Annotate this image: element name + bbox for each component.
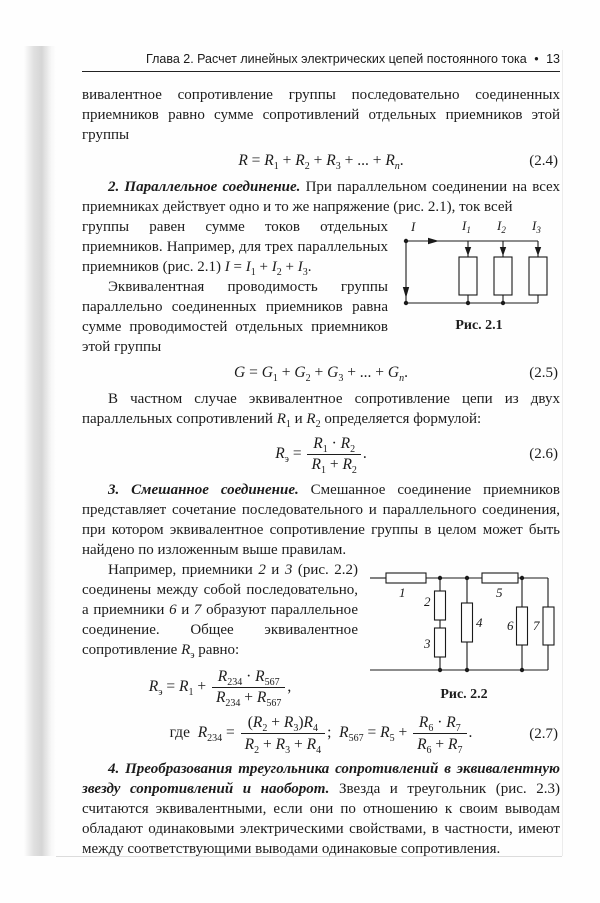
formula-2-6: [82, 435, 560, 477]
header-bullet: •: [534, 52, 539, 66]
paragraph-two-parallel: В частном случае эквивалентное сопротивление цепи из двух параллельных сопротивлений $R_1$ и $R_2$ определяется формулой:: [82, 391, 560, 430]
header-page-number: 13: [546, 52, 560, 66]
formula-2-5-tag: (2.5): [529, 365, 558, 381]
parallel-circuit-diagram: [398, 217, 560, 309]
running-header: [82, 52, 560, 72]
formula-2-7-tag: (2.7): [529, 725, 558, 742]
formula-2-5: [82, 363, 560, 383]
page-edge-right: [562, 50, 563, 856]
current-label-I1: $I_1$: [462, 218, 471, 235]
resistor-label-2: 2: [424, 593, 431, 609]
section-2-wrapped-text: группы равен сумме токов отдельных приемников. Например, для трех параллельных приемников (рис. 2.1) $I = I_1 + I_2 + I_3$.: [82, 219, 388, 278]
mixed-circuit-diagram: [368, 560, 560, 678]
section-2-text-column: [82, 217, 398, 357]
formula-mixed-body: $R_э = R_1$ + $\frac{R_{234} \cdot R_{567}}{R_{234} + R_{567}}$ ,: [148, 667, 292, 710]
formula-mixed-resistance: [82, 667, 358, 710]
section-2-conductance-text: Эквивалентная проводимость группы параллельно соединенных приемников равна сумме проводимостей отдельных приемников этой группы: [82, 279, 388, 355]
resistor-label-3: 3: [424, 635, 431, 651]
section-3-row: [82, 560, 560, 709]
figure-2-1-caption: Рис. 2.1: [455, 318, 503, 333]
resistor-label-6: 6: [507, 617, 514, 633]
figure-2-2: [368, 560, 560, 703]
resistor-label-7: 7: [533, 617, 540, 633]
section-2-row: [82, 217, 560, 357]
header-title: Глава 2. Расчет линейных электрических цепей постоянного тока: [146, 52, 527, 66]
formula-2-4-body: $R = R_1 + R_2 + R_3$ + ... + $R_n$.: [238, 152, 404, 173]
section-3-paragraph: 3. Смешанное соединение. Смешанное соединение приемников представляет сочетание последовательного и параллельного соединения, при котором эквивалентное сопротивление группы в целом может быть найдено по изложенным выше правилам.: [82, 481, 560, 558]
current-label-I: I: [411, 219, 416, 234]
page-content: [82, 52, 560, 859]
current-label-I3: $I_3$: [532, 218, 541, 235]
formula-2-4: [82, 151, 560, 171]
page-gutter-shadow: [24, 46, 56, 856]
section-3-text-column: [82, 560, 368, 709]
section-4-paragraph: 4. Преобразования треугольника сопротивлений в эквивалентную звезду сопротивлений и наоборот. Звезда и треугольник (рис. 2.3) считаются эквивалентными, если они по отношению к своим выводам обладают одинаковыми электрическими свойствами, в частности, имеют между соответствующими выводами одинаковые сопротивления.: [82, 761, 560, 858]
figure-2-1: [398, 217, 560, 334]
resistor-label-1: 1: [399, 584, 406, 600]
formula-2-7-body: где $R_{234}$ = $\frac{(R_2 + R_3)R_4}{R_2 + R_3 + R_4}$ ; $R_{567} = R_5$ + $\frac{R_6 \cdot R_7}{R_6 + R_7}$ .: [169, 714, 473, 756]
current-label-I2: $I_2$: [497, 218, 506, 235]
paragraph-continuation: вивалентное сопротивление группы последовательно соединенных приемников равно сумме сопротивлений отдельных приемников этой группы: [82, 87, 560, 143]
formula-2-4-tag: (2.4): [529, 153, 558, 169]
section-2-intro: 2. Параллельное соединение. При параллельном соединении на всех приемниках действует одно и то же напряжение (рис. 2.1), ток всей: [82, 179, 560, 215]
formula-2-6-body: $R_э$ = $\frac{R_1 \cdot R_2}{R_1 + R_2}$ .: [275, 435, 367, 477]
figure-2-2-caption: Рис. 2.2: [440, 686, 488, 702]
resistor-label-5: 5: [496, 584, 503, 600]
formula-2-5-body: $G = G_1 + G_2 + G_3$ + ... + $G_n$.: [234, 364, 408, 385]
formula-2-6-tag: (2.6): [529, 446, 558, 463]
resistor-label-4: 4: [476, 614, 483, 630]
section-3-example-text: Например, приемники 2 и 3 (рис. 2.2) соединены между собой последовательно, а приемники 6 и 7 образуют параллельное соединение. Общее эквивалентное сопротивление $R_э$ равно:: [82, 561, 359, 661]
formula-2-7: [82, 714, 560, 756]
